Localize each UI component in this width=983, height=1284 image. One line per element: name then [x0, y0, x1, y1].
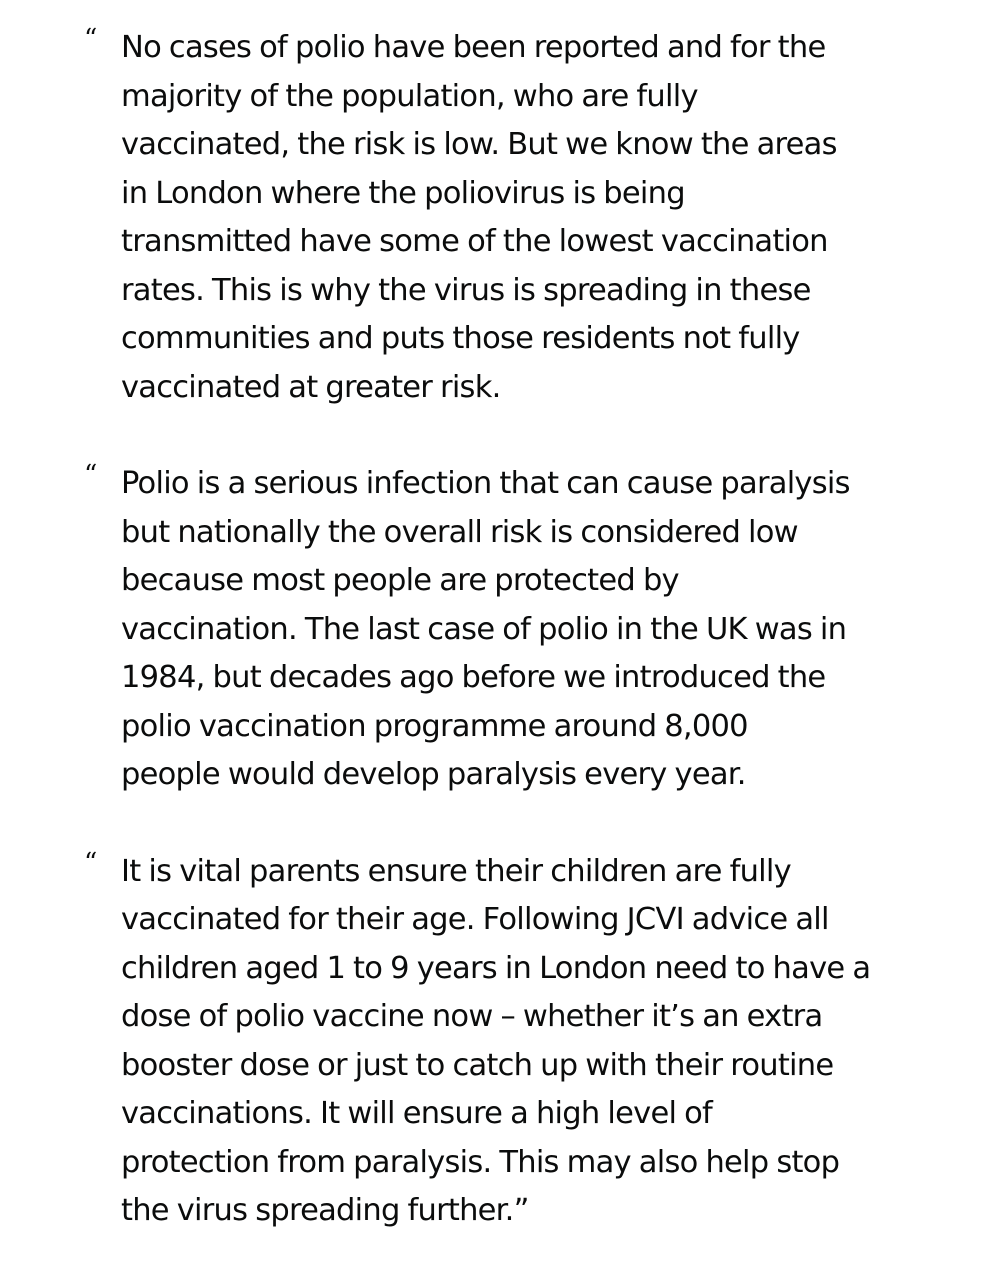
- quote-mark-icon: “: [84, 24, 98, 54]
- quote-mark-icon: “: [84, 460, 98, 490]
- quote-text: Polio is a serious infection that can cause paralysis but nationally the overall risk is considered low because most people are protected by vaccination. The last case of polio in the UK was in 1984, but decades ago before we introduced the polio vaccination programme around 8,000 people would develop paralysis every year.: [121, 466, 850, 792]
- quote-text: It is vital parents ensure their children are fully vaccinated for their age. Following JCVI advice all children aged 1 to 9 years in London need to have a dose of polio vaccine now – whether it’s an extra booster dose or just to catch up with their routine vaccinations. It will ensure a high level of protection from paralysis. This may also help stop the virus spreading further.”: [121, 853, 871, 1228]
- quote-mark-icon: “: [84, 847, 98, 878]
- quote-text: No cases of polio have been reported and for the majority of the population, who are fully vaccinated, the risk is low. But we know the areas in London where the poliovirus is being transmitted have some of the lowest vaccination rates. This is why the virus is spreading in these communities and puts those residents not fully vaccinated at greater risk.: [121, 30, 837, 405]
- quote-block: [0, 24, 983, 412]
- quotes-section: [0, 24, 983, 1284]
- quote-block: [0, 848, 983, 1236]
- quote-block: [0, 460, 983, 800]
